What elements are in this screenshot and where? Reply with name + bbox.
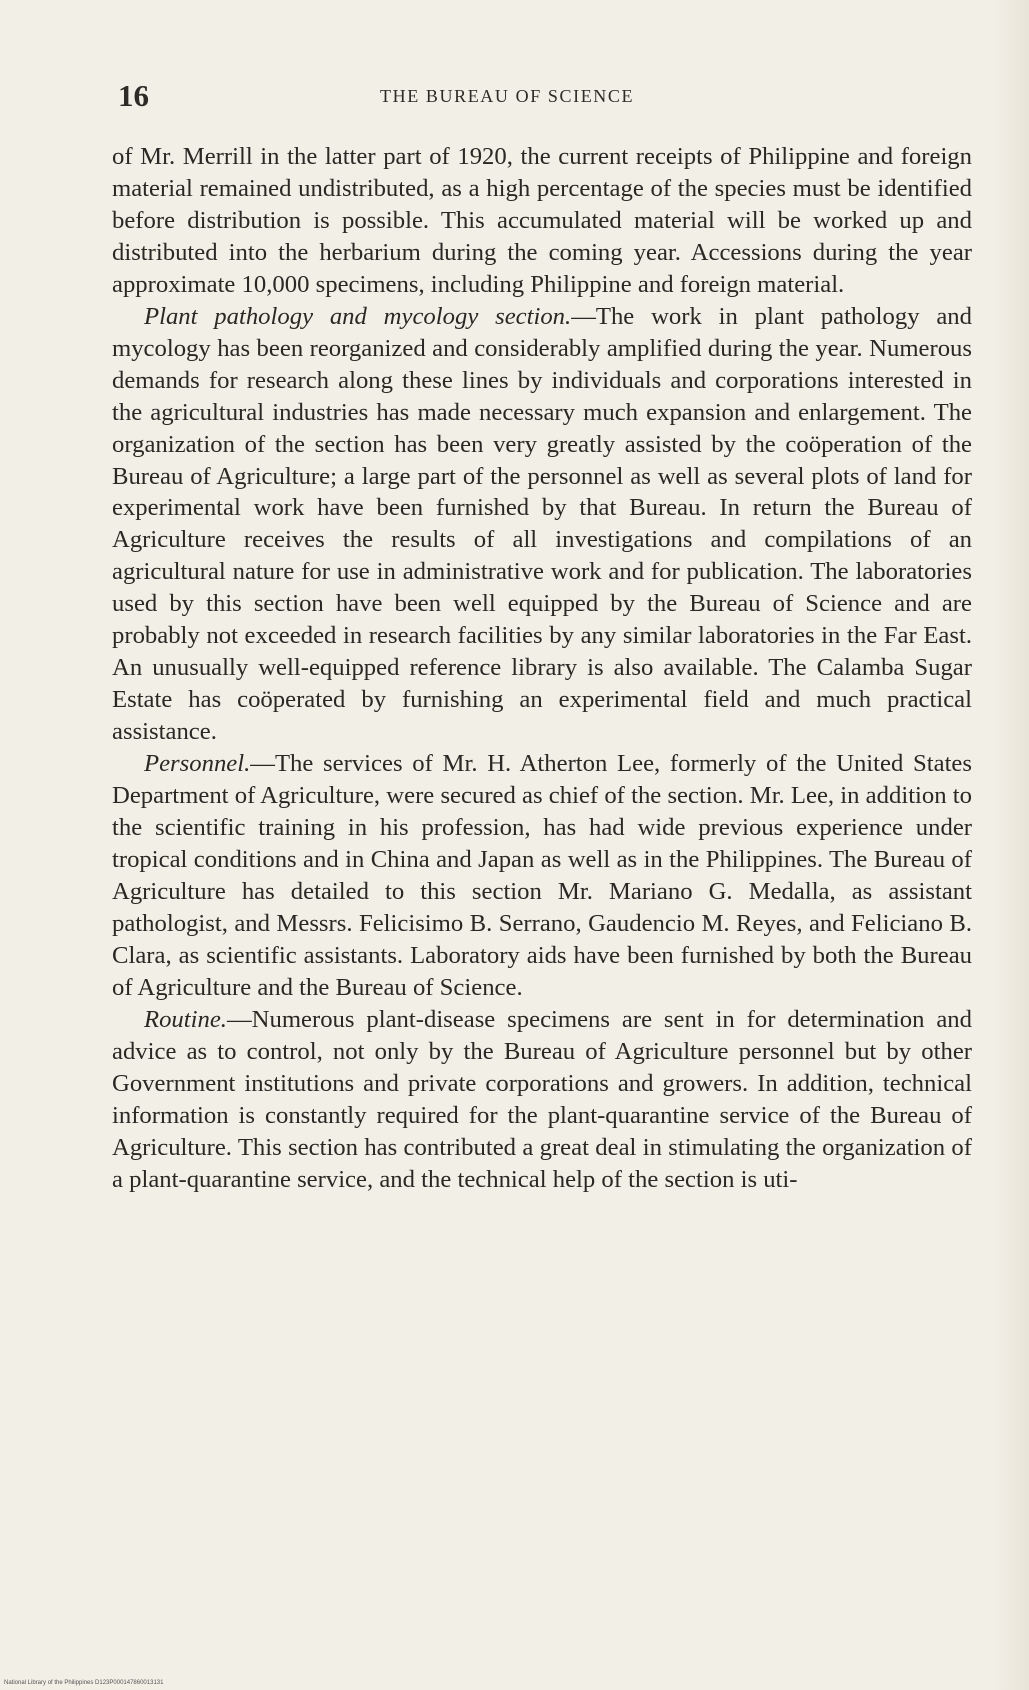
section-heading-personnel: Personnel. [144,750,251,778]
footer-credit: National Library of the Philippines D123P000147860013131 [4,1680,164,1686]
page-number: 16 [118,78,149,113]
paragraph-plant-pathology [112,301,972,748]
section-heading-routine: Routine. [144,1005,227,1033]
section-heading-plant-pathology: Plant pathology and mycology section. [144,302,572,330]
page-header [118,78,978,118]
running-head: THE BUREAU OF SCIENCE [380,86,635,106]
paragraph-routine [112,1004,972,1196]
paragraph-personnel [112,748,972,1004]
paragraph-herbarium [112,141,972,301]
body-text [112,141,972,1195]
page-edge-shadow [993,0,1029,1690]
paragraph-text: of Mr. Merrill in the latter part of 1920, the current receipts of Philippine and foreign material remained undistributed, as a high percentage of the species must be identified before distribution is possible. This accumulated material will be worked up and distributed into the herbarium during the coming year. Accessions during the year approximate 10,000 specimens, including Philippine and foreign material. [112,143,972,298]
paragraph-text: —The work in plant pathology and mycology has been reorganized and considerably amplified during the year. Numerous demands for research along these lines by individuals and corporations interested in the agricultural industries has made necessary much expansion and enlargement. The organization of the section has been very greatly assisted by the coöperation of the Bureau of Agriculture; a large part of the personnel as well as several plots of land for experimental work have been furnished by that Bureau. In return the Bureau of Agriculture receives the results of all investigations and compilations of an agricultural nature for use in administrative work and for publication. The laboratories used by this section have been well equipped by the Bureau of Science and are probably not exceeded in research facilities by any similar laboratories in the Far East. An unusually well-equipped reference library is also available. The Calamba Sugar Estate has coöperated by furnishing an experimental field and much practical assistance. [112,302,972,746]
paragraph-text: —The services of Mr. H. Atherton Lee, formerly of the United States Department of Agriculture, were secured as chief of the section. Mr. Lee, in addition to the scientific training in his profession, has had wide previous experience under tropical conditions and in China and Japan as well as in the Philippines. The Bureau of Agriculture has detailed to this section Mr. Mariano G. Medalla, as assistant pathologist, and Messrs. Felicisimo B. Serrano, Gaudencio M. Reyes, and Feliciano B. Clara, as scientific assistants. Laboratory aids have been furnished by both the Bureau of Agriculture and the Bureau of Science. [112,750,972,1001]
paragraph-text: —Numerous plant-disease specimens are sent in for determination and advice as to control, not only by the Bureau of Agriculture personnel but by other Government institutions and private corporations and growers. In addition, technical information is constantly required for the plant-quarantine service of the Bureau of Agriculture. This section has contributed a great deal in stimulating the organization of a plant-quarantine service, and the technical help of the section is uti- [112,1005,972,1193]
